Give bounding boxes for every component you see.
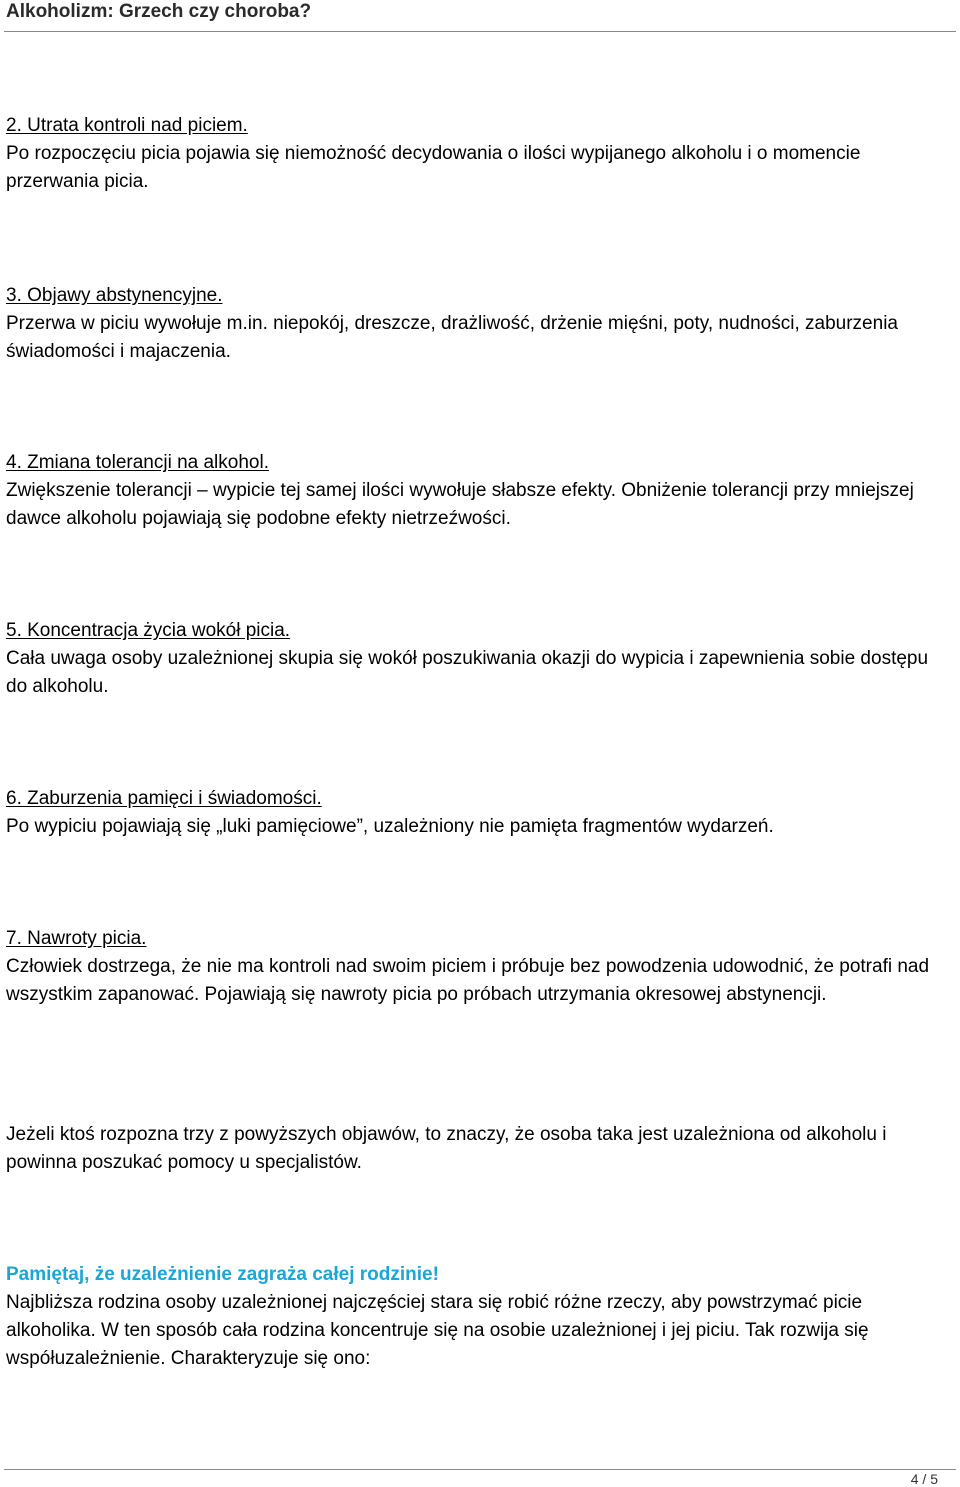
section-5	[6, 617, 951, 701]
section-text: Po rozpoczęciu picia pojawia się niemożność decydowania o ilości wypijanego alkoholu i o momencie przerwania picia.	[6, 143, 861, 192]
section-heading: 6. Zaburzenia pamięci i świadomości.	[6, 788, 322, 809]
section-4	[6, 449, 951, 533]
header-divider	[4, 31, 956, 32]
family-text: Najbliższa rodzina osoby uzależnionej najczęściej stara się robić różne rzeczy, aby powstrzymać picie alkoholika. W ten sposób cała rodzina koncentruje się na osobie uzależnionej i jej piciu. Tak rozwija się współuzależnienie. Charakteryzuje się ono:	[6, 1292, 869, 1369]
section-3	[6, 282, 951, 366]
section-heading: 7. Nawroty picia.	[6, 928, 147, 949]
footer-divider	[4, 1469, 956, 1470]
section-2	[6, 112, 951, 196]
family-section	[6, 1261, 951, 1373]
section-text: Człowiek dostrzega, że nie ma kontroli nad swoim piciem i próbuje bez powodzenia udowodnić, że potrafi nad wszystkim zapanować. Pojawiają się nawroty picia po próbach utrzymania okresowej abstynencji.	[6, 956, 930, 1005]
section-heading: 5. Koncentracja życia wokół picia.	[6, 620, 291, 641]
family-alert-heading: Pamiętaj, że uzależnienie zagraża całej rodzinie!	[6, 1264, 439, 1285]
section-heading: 2. Utrata kontroli nad piciem.	[6, 115, 248, 136]
section-6	[6, 785, 951, 841]
section-heading: 4. Zmiana tolerancji na alkohol.	[6, 452, 269, 473]
document-title: Alkoholizm: Grzech czy choroba?	[6, 1, 312, 22]
section-heading: 3. Objawy abstynencyjne.	[6, 285, 223, 306]
section-text: Cała uwaga osoby uzależnionej skupia się wokół poszukiwania okazji do wypicia i zapewnienia sobie dostępu do alkoholu.	[6, 648, 929, 697]
conclusion-paragraph: Jeżeli ktoś rozpozna trzy z powyższych objawów, to znaczy, że osoba taka jest uzależniona od alkoholu i powinna poszukać pomocy u specjalistów.	[6, 1124, 887, 1173]
section-text: Zwiększenie tolerancji – wypicie tej samej ilości wywołuje słabsze efekty. Obniżenie tolerancji przy mniejszej dawce alkoholu pojawiają się podobne efekty nietrzeźwości.	[6, 480, 914, 529]
section-7	[6, 925, 951, 1009]
section-text: Przerwa w piciu wywołuje m.in. niepokój, dreszcze, drażliwość, drżenie mięśni, poty, nudności, zaburzenia świadomości i majaczenia.	[6, 313, 898, 362]
page-number: 4 / 5	[910, 1471, 938, 1487]
section-text: Po wypiciu pojawiają się „luki pamięciowe”, uzależniony nie pamięta fragmentów wydarzeń.	[6, 816, 774, 837]
